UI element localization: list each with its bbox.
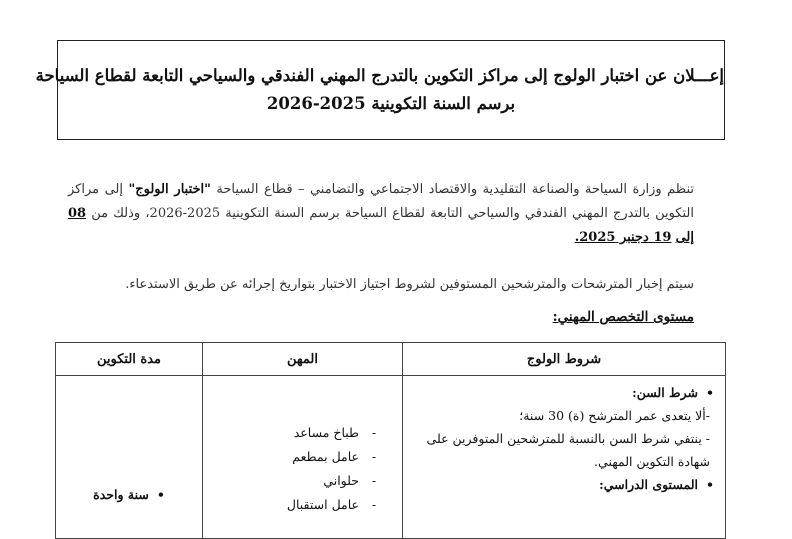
age-condition-title: • شرط السن: — [412, 381, 714, 404]
title-line-2: برسم السنة التكوينية 2025-2026 — [266, 94, 516, 113]
job-item: - عامل بمطعم — [204, 445, 389, 469]
age-condition-item-2: - ينتفي شرط السن بالنسبة للمترشحين المتوفرين على شهادة التكوين المهني. — [426, 431, 710, 469]
age-condition-item-1: -ألا يتعدى عمر المترشح (ة) 30 سنة؛ — [519, 408, 710, 423]
intro-part-2: إلى مراكز التكوين بالتدرج المهني الفندقي والسياحي التابعة لقطاع السياحة برسم السنة التكوينية 2025-2026، وذلك من — [68, 182, 694, 221]
date-mid: إلى — [675, 230, 694, 245]
header-conditions: شروط الولوج — [403, 343, 726, 376]
job-item: - حلواني — [204, 469, 389, 493]
intro-part-1: تنظم وزارة السياحة والصناعة التقليدية والاقتصاد الاجتماعي والتضامني – قطاع السياحة — [216, 182, 695, 197]
section-heading: مستوى التخصص المهني: — [552, 309, 694, 325]
intro-paragraph — [68, 178, 694, 250]
announcement-title-box — [35, 40, 725, 140]
intro-highlight: "اختبار الولوج" — [128, 182, 211, 197]
date-from: 08 — [68, 206, 87, 221]
conditions-cell — [403, 376, 726, 539]
notice-paragraph: سيتم إخبار المترشحات والمترشحين المستوفين لشروط اجتياز الاختبار بتواريخ إجرائه عن طريق الاستدعاء. — [125, 277, 694, 292]
table-header-row — [56, 343, 726, 376]
header-jobs: المهن — [203, 343, 403, 376]
title-line-1: إعـــلان عن اختبار الولوج إلى مراكز التكوين بالتدرج المهني الفندقي والسياحي التابعة لقطاع السياحة — [35, 66, 724, 85]
job-item: - طباخ مساعد — [204, 421, 389, 445]
duration-value: • سنة واحدة — [93, 487, 165, 502]
table-row — [56, 376, 726, 539]
header-duration: مدة التكوين — [56, 343, 203, 376]
date-to: 19 دجنبر 2025. — [574, 230, 672, 245]
job-item: - عامل استقبال — [204, 493, 389, 517]
requirements-table — [55, 342, 726, 539]
jobs-cell — [203, 376, 403, 539]
level-condition-title: • المستوى الدراسي: — [412, 473, 714, 496]
duration-cell — [56, 376, 203, 539]
